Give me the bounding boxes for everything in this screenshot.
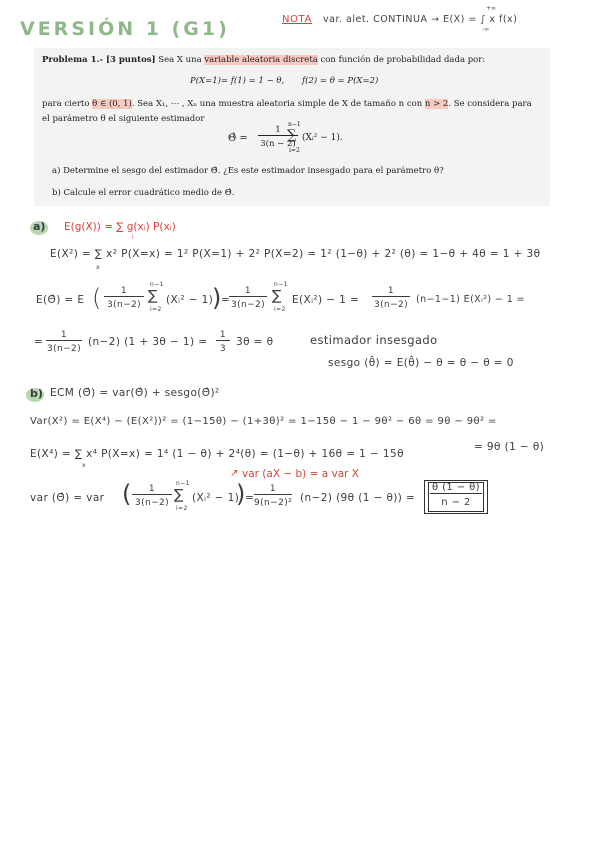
- problem-line-2: [42, 99, 532, 109]
- line-2-a: E(Θ̂) = E: [36, 294, 85, 306]
- problem-intro-2: con función de probabilidad dada por:: [320, 55, 486, 65]
- frac4-num: 1: [46, 330, 82, 341]
- line2-b: . Sea X₁, ⋯ , Xₙ una muestra aleatoria simple de X de tamaño n con: [131, 99, 423, 109]
- insesgado-text: estimador insesgado: [310, 333, 438, 347]
- a-formula-sub: i: [132, 234, 134, 241]
- highlight-discreta: variable aleatoria discreta: [204, 55, 318, 65]
- line-2-c: E(Xᵢ²) − 1 =: [292, 294, 360, 306]
- line-4: sesgo (θ̂) = E(θ̂) − θ = θ − θ = 0: [328, 357, 514, 369]
- problem-intro-1: Sea X una: [158, 55, 202, 65]
- part-a: a) Determine el sesgo del estimador Θ̂. ¿Es este estimador insesgado para el parámetro θ?: [52, 166, 444, 176]
- highlight-theta: θ ∈ (0, 1): [92, 99, 132, 109]
- line2-a: para cierto: [42, 99, 90, 109]
- highlight-n: n > 2: [424, 99, 449, 109]
- problem-line-1: [42, 55, 485, 65]
- label-a: a): [33, 220, 46, 233]
- estimator-lhs: Θ̂ =: [228, 133, 248, 144]
- var-note-arrow: ↗: [230, 468, 239, 479]
- sum3-term: (Xᵢ² − 1): [192, 492, 240, 504]
- estimator-sum: ∑: [287, 128, 297, 143]
- estimator-sum-bot: i=2: [289, 147, 300, 154]
- estimator-den: 3(n − 2): [260, 139, 296, 149]
- line-7-b: =: [245, 492, 255, 504]
- line2-c: . Se considera para: [448, 99, 532, 109]
- problem-heading: Problema 1.- [3 puntos]: [42, 55, 156, 65]
- line-7-c: (n−2) (9θ (1 − θ)) =: [300, 492, 416, 504]
- estimator-num: 1: [258, 125, 298, 136]
- problem-line-3: el parámetro θ el siguiente estimador: [42, 114, 205, 124]
- label-b: b): [30, 387, 43, 400]
- estimator-sum-top: n−1: [288, 121, 301, 128]
- frac5-den: 3: [219, 344, 227, 354]
- sum2: ∑: [272, 288, 282, 304]
- line-3-eq: =: [34, 336, 44, 348]
- result-num: θ (1 − θ): [430, 482, 482, 494]
- nota-label: NOTA: [282, 14, 312, 25]
- line-6: E(X⁴) = ∑ x⁴ P(X=x) = 1⁴ (1 − θ) + 2⁴(θ) = (1−θ) + 16θ = 1 − 15θ: [30, 448, 404, 460]
- paren-close-1: ): [212, 284, 222, 312]
- line-6-sub: x: [82, 462, 86, 469]
- sum1-bot: i=2: [150, 306, 162, 313]
- line-2-d: (n−1−1) E(Xᵢ²) − 1 =: [416, 294, 525, 305]
- sum3-top: n−1: [176, 480, 190, 487]
- result-den: n − 2: [441, 497, 471, 508]
- line-5b: = 9θ (1 − θ): [474, 441, 545, 453]
- frac3-den: 3(n−2): [373, 300, 409, 310]
- line-5: Var(X²) = E(X⁴) − (E(X²))² = (1−15θ) − (1+3θ)² = 1−15θ − 1 − 9θ² − 6θ = 9θ − 9θ² =: [30, 416, 497, 427]
- sum3: ∑: [174, 487, 184, 503]
- sum2-top: n−1: [274, 281, 288, 288]
- part-b: b) Calcule el error cuadrático medio de Θ̂.: [52, 188, 235, 198]
- frac1-den: 3(n−2): [106, 300, 142, 310]
- frac7-num: 1: [254, 484, 292, 495]
- sum1-term: (Xᵢ² − 1): [166, 294, 214, 306]
- sum1-top: n−1: [150, 281, 164, 288]
- integral-lower: -∞: [482, 26, 490, 33]
- frac1-num: 1: [104, 286, 144, 297]
- paren-close-2: ): [236, 480, 246, 508]
- sum3-bot: i=2: [176, 505, 188, 512]
- frac6-den: 3(n−2): [134, 498, 170, 508]
- line-2-b: =: [221, 294, 231, 306]
- pmf-1: P(X=1)= f(1) = 1 − θ,: [190, 76, 285, 86]
- integral-upper: +∞: [486, 5, 497, 12]
- sum1: ∑: [148, 288, 158, 304]
- frac5-num: 1: [216, 330, 230, 341]
- frac2-num: 1: [229, 286, 267, 297]
- a-formula: E(g(X)) = ∑ g(xᵢ) P(xᵢ): [64, 221, 176, 233]
- pmf-2: f(2) = θ = P(X=2): [302, 76, 379, 86]
- frac3-num: 1: [372, 286, 410, 297]
- nota-text: var. alet. CONTINUA → E(X) = ∫ x f(x): [323, 14, 518, 25]
- paren-open-1: (: [92, 284, 102, 312]
- frac2-den: 3(n−2): [230, 300, 266, 310]
- line-7-a: var (Θ̂) = var: [30, 492, 105, 504]
- line-3-b: (n−2) (1 + 3θ − 1) =: [88, 336, 208, 348]
- b-formula: ECM (Θ̂) = var(Θ̂) + sesgo(Θ̂)²: [50, 387, 220, 399]
- var-note: var (aX − b) = a var X: [242, 468, 360, 480]
- frac6-num: 1: [132, 484, 172, 495]
- line-1-sub: x: [96, 264, 100, 271]
- sum2-bot: i=2: [274, 306, 286, 313]
- frac4-den: 3(n−2): [46, 344, 82, 354]
- line-3-c: 3θ = θ: [236, 336, 274, 348]
- page-title: VERSIÓN 1 (G1): [20, 18, 230, 40]
- paren-open-2: (: [122, 480, 132, 508]
- frac7-den: 9(n−2)²: [254, 498, 293, 508]
- line-1: E(X²) = ∑ x² P(X=x) = 1² P(X=1) + 2² P(X=2) = 1² (1−θ) + 2² (θ) = 1−θ + 4θ = 1 + 3θ: [50, 248, 541, 260]
- estimator-rhs: (Xᵢ² − 1).: [302, 133, 343, 143]
